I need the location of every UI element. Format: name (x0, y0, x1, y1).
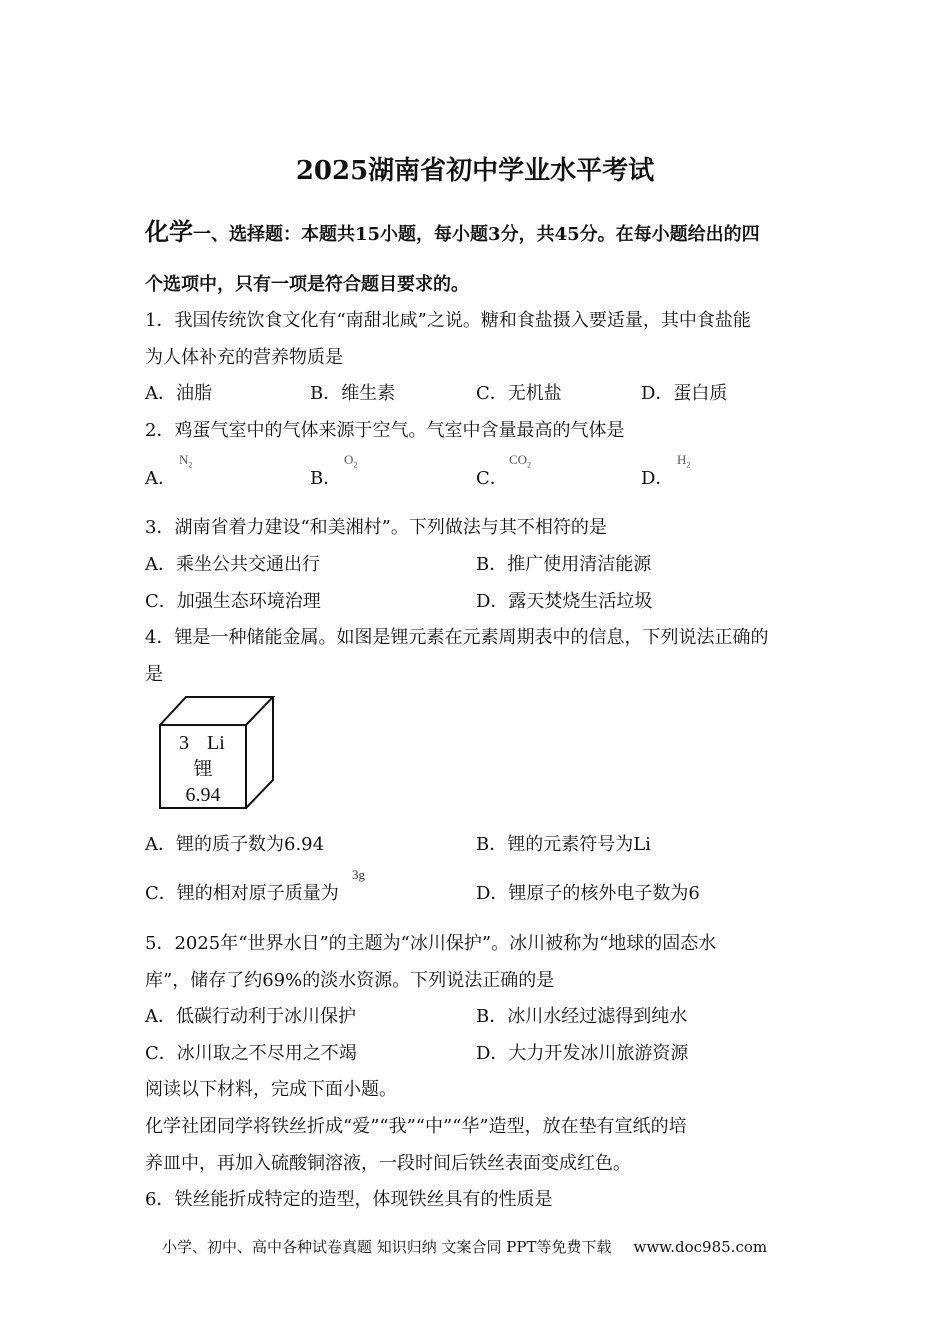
q5-option-b: B．冰川水经过滤得到纯水 (476, 1006, 688, 1027)
section-instructions-line2: 个选项中，只有一项是符合题目要求的。 (145, 274, 469, 295)
element-number: 3 (179, 732, 189, 754)
q2-formula-c: $CO_2$ (509, 452, 532, 470)
page-footer (162, 1236, 767, 1257)
cube-top-face (160, 697, 273, 725)
q5-stem-line1: 5．2025年“世界水日”的主题为“冰川保护”。冰川被称为“地球的固态水 (145, 933, 717, 954)
q2-formula-d: $H_2$ (677, 452, 691, 470)
page-title: 2025湖南省初中学业水平考试 (295, 156, 655, 186)
q3-stem: 3．湖南省着力建设“和美湘村”。下列做法与其不相符的是 (145, 517, 607, 538)
q1-stem-line1: 1．我国传统饮食文化有“南甜北咸”之说。糖和食盐摄入要适量，其中食盐能 (145, 310, 751, 331)
reading-text-line2: 养皿中，再加入硫酸铜溶液，一段时间后铁丝表面变成红色。 (145, 1153, 631, 1174)
q6-stem: 6．铁丝能折成特定的造型，体现铁丝具有的性质是 (145, 1189, 553, 1210)
q4-stem-line1: 4．锂是一种储能金属。如图是锂元素在元素周期表中的信息，下列说法正确的 (145, 627, 769, 648)
q5-option-c: C．冰川取之不尽用之不竭 (145, 1043, 357, 1064)
q4-option-b: B．锂的元素符号为Li (476, 834, 651, 855)
q4-option-c-value: 3g (352, 867, 365, 882)
q2-option-a: A． (145, 468, 176, 489)
q4-option-a: A．锂的质子数为6.94 (145, 834, 325, 855)
q4-option-c: C．锂的相对原子质量为 (145, 883, 339, 904)
q1-option-a: A．油脂 (145, 383, 212, 404)
q3-option-a: A．乘坐公共交通出行 (145, 554, 320, 575)
q4-option-d: D．锂原子的核外电子数为6 (476, 883, 700, 904)
element-name: 锂 (193, 758, 213, 780)
subject-label: 化学 (145, 217, 193, 246)
q2-option-c: C． (476, 468, 508, 489)
q2-option-d: D． (641, 468, 674, 489)
q3-option-c: C．加强生态环境治理 (145, 591, 321, 612)
q2-option-b: B． (310, 468, 342, 489)
q2-formula-a: $N_2$ (179, 452, 193, 470)
footer-url[interactable]: www.doc985.com (633, 1238, 768, 1256)
element-mass: 6.94 (185, 784, 221, 806)
q5-option-a: A．低碳行动利于冰川保护 (145, 1006, 356, 1027)
q1-option-d: D．蛋白质 (641, 383, 728, 404)
q5-option-d: D．大力开发冰川旅游资源 (476, 1043, 689, 1064)
reading-intro: 阅读以下材料，完成下面小题。 (145, 1079, 397, 1100)
cube-side-face (246, 697, 273, 808)
lithium-element-cube-figure (157, 694, 279, 812)
q2-formula-b: $O_2$ (344, 452, 358, 470)
q1-option-b: B．维生素 (310, 383, 396, 404)
section-instructions-line1: 一、选择题：本题共15小题，每小题3分，共45分。在每小题给出的四 (193, 224, 760, 245)
q1-stem-line2: 为人体补充的营养物质是 (145, 347, 343, 368)
q4-stem-line2: 是 (145, 664, 163, 685)
q5-stem-line2: 库”，储存了约69%的淡水资源。下列说法正确的是 (145, 970, 555, 991)
footer-text: 小学、初中、高中各种试卷真题 知识归纳 文案合同 PPT等免费下载 (162, 1238, 612, 1256)
q3-option-d: D．露天焚烧生活垃圾 (476, 591, 653, 612)
q2-stem: 2．鸡蛋气室中的气体来源于空气。气室中含量最高的气体是 (145, 420, 625, 441)
q3-option-b: B．推广使用清洁能源 (476, 554, 652, 575)
reading-text-line1: 化学社团同学将铁丝折成“爱”“我”“中”“华”造型，放在垫有宣纸的培 (145, 1116, 687, 1137)
section-heading (145, 212, 760, 247)
q1-option-c: C．无机盐 (476, 383, 562, 404)
element-symbol: Li (207, 732, 225, 754)
